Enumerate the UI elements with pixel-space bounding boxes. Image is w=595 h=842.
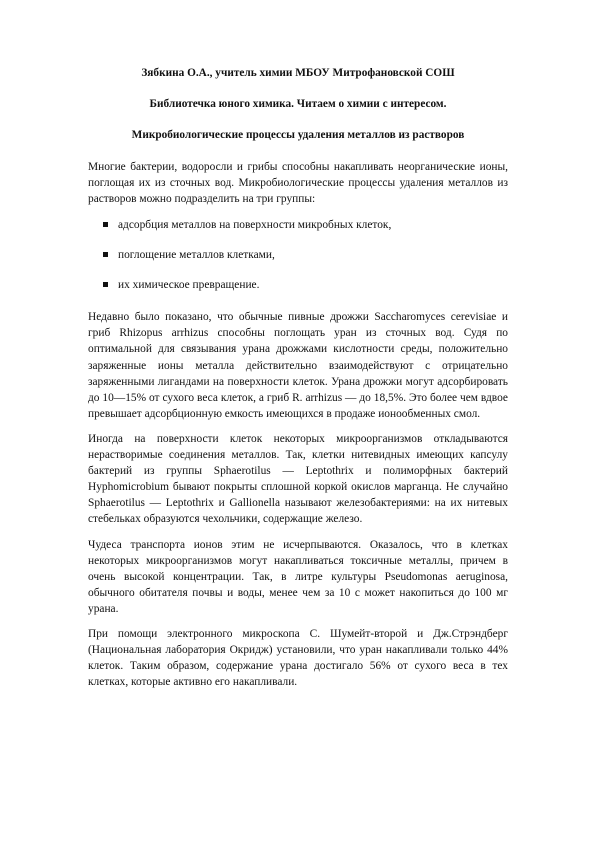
body-paragraph: При помощи электронного микроскопа С. Шумейт-второй и Дж.Стрэндберг (Национальная лаборатория Окридж) установили, что уран накапливали только 44% клеток. Таким образом, содержание урана достигало 56% от сухого веса в тех клетках, которые активно его накапливали. xyxy=(88,627,508,689)
list-item xyxy=(88,218,508,232)
square-bullet-icon xyxy=(103,282,108,287)
square-bullet-icon xyxy=(103,252,108,257)
list-item-text: адсорбция металлов на поверхности микробных клеток, xyxy=(118,219,392,232)
intro-paragraph: Многие бактерии, водоросли и грибы способны накапливать неорганические ионы, поглощая их из сточных вод. Микробиологические процессы удаления металлов из растворов можно подразделить на три группы: xyxy=(88,161,508,206)
list-item xyxy=(88,278,508,292)
body-paragraph: Недавно было показано, что обычные пивные дрожжи Saccharomyces cerevisiae и гриб Rhizopus arrhizus способны поглощать уран из сточных вод. Судя по оптимальной для связывания урана дрожжами кислотности среды, положительно заряженные ионы металла действительно взаимодействуют с отрицательно заряженными лигандами на поверхности клеток. Урана дрожжи могут адсорбировать до 10—15% от сухого веса клеток, а гриб R. arrhizus — до 18,5%. Это более чем вдвое превышает адсорбционную емкость имеющихся в продаже ионообменных смол. xyxy=(88,311,508,420)
body-paragraph: Чудеса транспорта ионов этим не исчерпываются. Оказалось, что в клетках некоторых микроорганизмов могут накапливаться токсичные металлы, причем в очень высокой концентрации. Так, в литре культуры Pseudomonas aeruginosa, обычного обитателя почвы и воды, менее чем за 10 с может накопиться до 100 мг урана. xyxy=(88,538,508,615)
body-paragraph: Иногда на поверхности клеток некоторых микроорганизмов откладываются нерастворимые соединения металлов. Так, клетки нитевидных имеющих капсулу бактерий из группы Sphaerotilus — Leptothrix и полиморфных бактерий Hyphomicrobium бывают покрыты сплошной коркой окислов марганца. Не случайно Sphaerotilus — Leptothrix и Gallionella называют железобактериями: на их нитевых стебельках образуются чехольчики, содержащие железо. xyxy=(88,432,508,526)
bullet-list xyxy=(88,218,508,292)
list-item xyxy=(88,248,508,262)
list-item-text: их химическое превращение. xyxy=(118,279,260,292)
document-page xyxy=(88,66,508,690)
list-item-text: поглощение металлов клетками, xyxy=(118,249,275,262)
series-line: Библиотечка юного химика. Читаем о химии с интересом. xyxy=(149,98,447,110)
author-line: Зябкина О.А., учитель химии МБОУ Митрофановской СОШ xyxy=(141,67,455,79)
document-title: Микробиологические процессы удаления металлов из растворов xyxy=(131,129,465,141)
square-bullet-icon xyxy=(103,222,108,227)
